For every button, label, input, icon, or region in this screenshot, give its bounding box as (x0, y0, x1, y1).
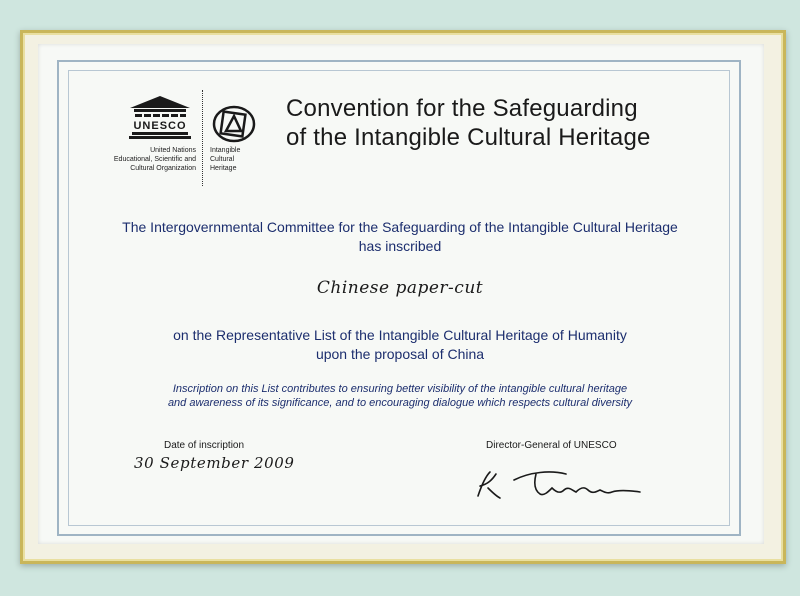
note-line: Inscription on this List contributes to ensuring better visibility of the intangible cultural heritage (172, 383, 628, 395)
ich-caption-line: Intangible (210, 147, 241, 154)
committee-line: has inscribed (358, 238, 442, 254)
unesco-organization-name (88, 146, 196, 173)
title-line: of the Intangible Cultural Heritage (286, 124, 651, 151)
logo-block (88, 90, 278, 190)
committee-line: The Intergovernmental Committee for the Safeguarding of the Intangible Cultural Heritage (122, 219, 678, 235)
ich-emblem-icon (212, 104, 256, 144)
note-line: and awareness of its significance, and to encouraging dialogue which respects cultural diversity (167, 397, 633, 409)
title-line: Convention for the Safeguarding (286, 95, 638, 122)
ich-caption-line: Cultural (210, 156, 235, 163)
date-of-inscription-value: 30 September 2009 (134, 454, 295, 472)
unesco-wordmark: UNESCO (133, 120, 187, 132)
ich-caption-line: Heritage (210, 165, 237, 172)
inscribed-element-name: Chinese paper-cut (316, 278, 484, 298)
director-general-label: Director-General of UNESCO (486, 440, 617, 451)
date-of-inscription-label: Date of inscription (164, 440, 245, 451)
unesco-org-line: Educational, Scientific and (113, 156, 196, 163)
unesco-org-line: United Nations (150, 147, 196, 154)
unesco-temple-logo (128, 94, 192, 140)
unesco-org-line: Cultural Organization (130, 165, 196, 172)
ich-caption (210, 146, 270, 173)
convention-title (286, 94, 726, 152)
representative-line: on the Representative List of the Intangible Cultural Heritage of Humanity (173, 327, 627, 343)
logo-divider (202, 90, 203, 186)
committee-statement (60, 218, 740, 256)
inscription-note (60, 382, 740, 410)
representative-line: upon the proposal of China (315, 346, 485, 362)
director-signature (470, 462, 660, 504)
representative-list-statement (60, 326, 740, 364)
